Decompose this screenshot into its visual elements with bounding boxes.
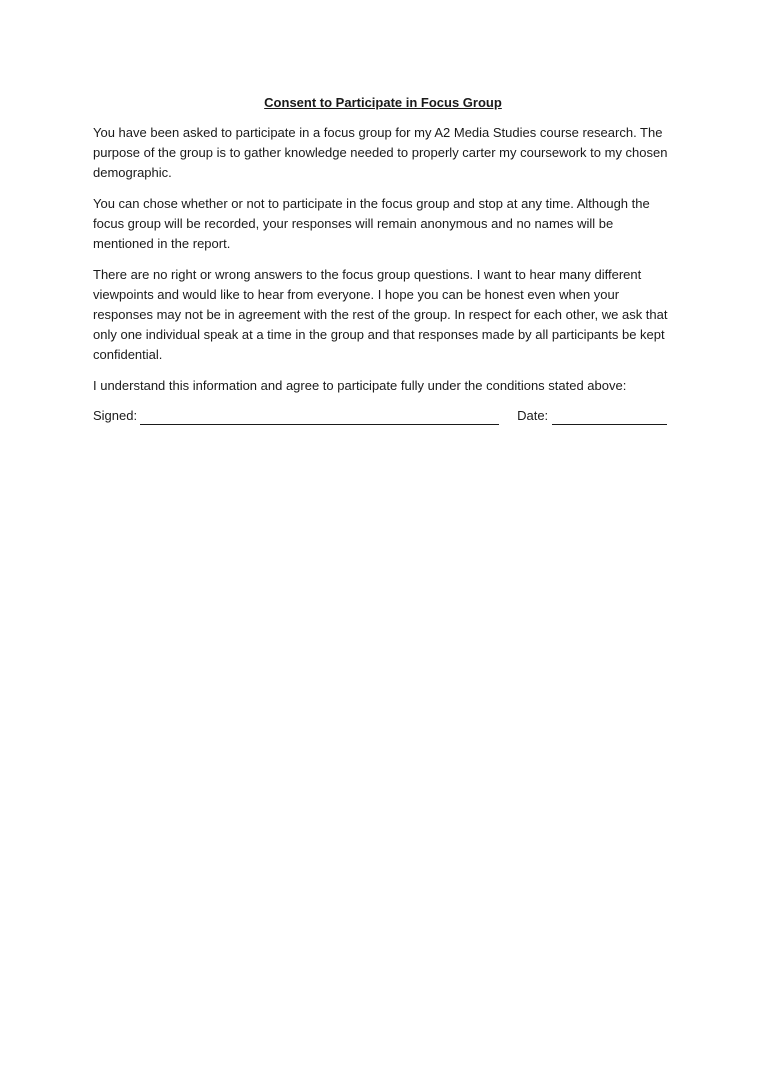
paragraph-agreement: I understand this information and agree to participate fully under the conditions stated above: bbox=[93, 378, 627, 393]
paragraph-participation: You can chose whether or not to participate in the focus group and stop at any time. Although the focus group will be recorded, your responses will remain anonymous and no names will be mentioned in the report. bbox=[93, 196, 650, 251]
paragraph-answers: There are no right or wrong answers to the focus group questions. I want to hear many different viewpoints and would like to hear from everyone. I hope you can be honest even when your responses may not be in agreement with the rest of the group. In respect for each other, we ask that only one individual speak at a time in the group and that responses made by all participants be kept confidential. bbox=[93, 267, 668, 362]
paragraph-intro: You have been asked to participate in a focus group for my A2 Media Studies course research. The purpose of the group is to gather knowledge needed to properly carter my coursework to my chosen demographic. bbox=[93, 125, 668, 180]
date-label: Date: bbox=[517, 408, 549, 423]
document-title: Consent to Participate in Focus Group bbox=[264, 95, 502, 110]
signature-line[interactable] bbox=[140, 410, 499, 425]
date-line[interactable] bbox=[552, 410, 667, 425]
signature-row bbox=[93, 407, 673, 425]
signed-label: Signed: bbox=[93, 408, 138, 423]
document-body bbox=[93, 94, 673, 425]
